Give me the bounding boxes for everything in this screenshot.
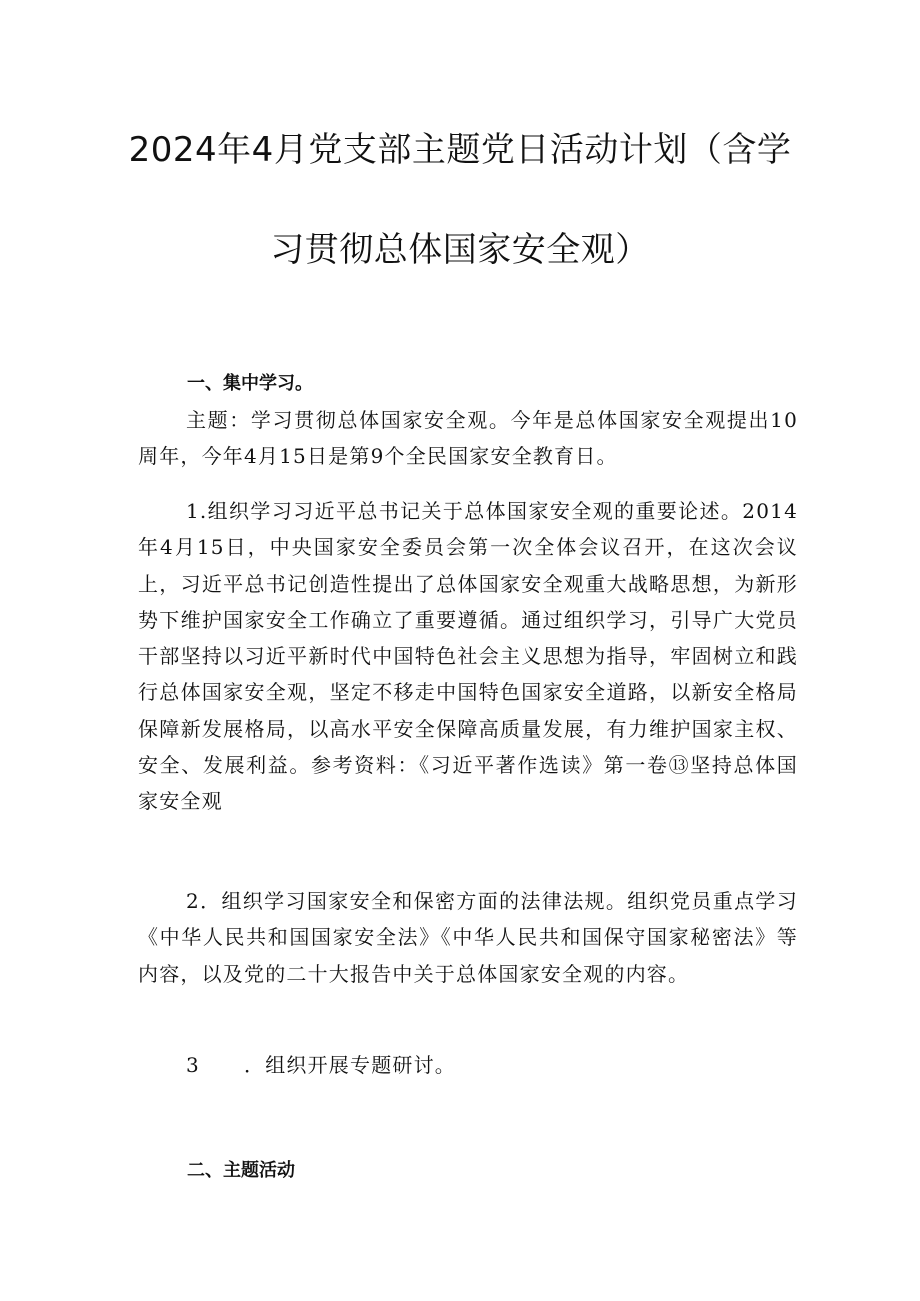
item-3-number: 3 — [186, 1053, 200, 1077]
item-1-paragraph: 1.组织学习习近平总书记关于总体国家安全观的重要论述。2014年4月15日，中央国家安全委员会第一次全体会议召开，在这次会议上，习近平总书记创造性提出了总体国家安全观重大战略思想，为新形势下维护国家安全工作确立了重要遵循。通过组织学习，引导广大党员干部坚持以习近平新时代中国特色社会主义思想为指导，牢固树立和践行总体国家安全观，坚定不移走中国特色国家安全道路，以新安全格局保障新发展格局，以高水平安全保障高质量发展，有力维护国家主权、安全、发展利益。参考资料：《习近平著作选读》第一卷⑬坚持总体国家安全观 — [138, 499, 798, 814]
document-title-line-1: 2024年4月党支部主题党日活动计划（含学 — [128, 130, 792, 170]
item-3-text: ．组织开展专题研讨。 — [244, 1053, 456, 1077]
section-heading-2: 二、主题活动 — [187, 1160, 295, 1181]
document-title-line-2: 习贯彻总体国家安全观） — [270, 230, 650, 270]
item-2-paragraph: 2．组织学习国家安全和保密方面的法律法规。组织党员重点学习《中华人民共和国国家安全法》《中华人民共和国保守国家秘密法》等内容，以及党的二十大报告中关于总体国家安全观的内容。 — [138, 889, 798, 986]
theme-paragraph: 主题：学习贯彻总体国家安全观。今年是总体国家安全观提出10周年，今年4月15日是第9个全民国家安全教育日。 — [138, 408, 798, 469]
item-3-paragraph — [186, 1047, 456, 1083]
section-heading-1: 一、集中学习。 — [187, 373, 313, 394]
